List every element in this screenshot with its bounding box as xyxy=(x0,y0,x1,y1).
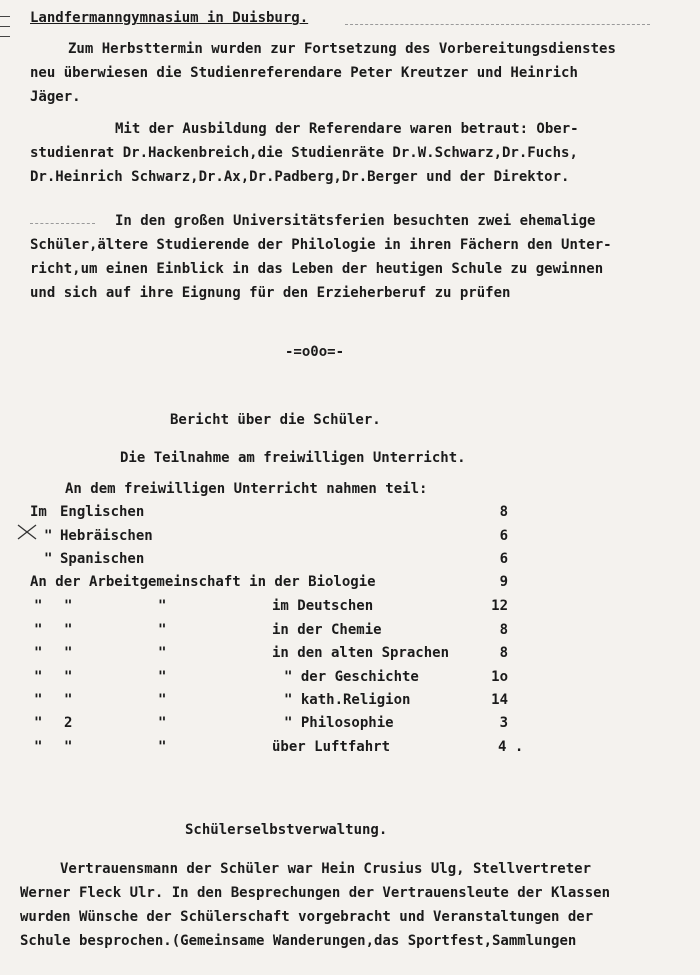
table-row-7-col1: " xyxy=(34,645,43,661)
table-row-11-col1: " xyxy=(34,739,43,755)
table-row-8-col3: " xyxy=(158,669,167,685)
document-heading: Landfermanngymnasium in Duisburg. xyxy=(30,10,309,26)
table-row-11-col3: " xyxy=(158,739,167,755)
table-row-6-col2: " xyxy=(64,622,73,638)
section-title: Bericht über die Schüler. xyxy=(170,412,381,428)
table-row-2-col1: " xyxy=(44,528,53,544)
section2-title: Schülerselbstverwaltung. xyxy=(185,822,388,838)
table-row-9-col3: " xyxy=(158,692,167,708)
subsection-title: Die Teilnahme am freiwilligen Unterricht. xyxy=(120,450,466,466)
table-row-8-num: 1o xyxy=(491,669,508,685)
para4-line4: Schule besprochen.(Gemeinsame Wanderungen,das Sportfest,Sammlungen xyxy=(20,933,577,949)
table-row-11-col4: über Luftfahrt xyxy=(272,739,391,755)
table-row-5-col2: " xyxy=(64,598,73,614)
table-row-10-num: 3 xyxy=(499,715,508,731)
table-row-6-num: 8 xyxy=(499,622,508,638)
table-row-10-col4: " Philosophie xyxy=(284,715,394,731)
table-row-7-col3: " xyxy=(158,645,167,661)
table-row-5-col1: " xyxy=(34,598,43,614)
table-row-9-num: 14 xyxy=(491,692,508,708)
table-row-6-col4: in der Chemie xyxy=(272,622,382,638)
handwritten-cross-mark xyxy=(16,523,38,541)
margin-tick-marks xyxy=(0,16,10,38)
table-row-2-num: 6 xyxy=(499,528,508,544)
para1-line3: Jäger. xyxy=(30,89,81,105)
para1-line2: neu überwiesen die Studienreferendare Peter Kreutzer und Heinrich xyxy=(30,65,578,81)
table-row-3-col1: " xyxy=(44,551,53,567)
table-row-7-col2: " xyxy=(64,645,73,661)
table-row-10-col3: " xyxy=(158,715,167,731)
para3-lead-rule xyxy=(30,223,95,224)
para2-line2: studienrat Dr.Hackenbreich,die Studienräte Dr.W.Schwarz,Dr.Fuchs, xyxy=(30,145,578,161)
para3-line3: richt,um einen Einblick in das Leben der heutigen Schule zu gewinnen xyxy=(30,261,604,277)
table-row-1-col4: Englischen xyxy=(60,504,145,520)
table-row-8-col1: " xyxy=(34,669,43,685)
para3-line2: Schüler,ältere Studierende der Philologie in ihren Fächern den Unter- xyxy=(30,237,612,253)
table-row-5-col4: im Deutschen xyxy=(272,598,374,614)
table-row-9-col1: " xyxy=(34,692,43,708)
table-row-7-col4: in den alten Sprachen xyxy=(272,645,450,661)
table-row-6-col3: " xyxy=(158,622,167,638)
table-row-4-col1: An der Arbeitgemeinschaft in der Biologie xyxy=(30,574,376,590)
table-row-11-num: 4 . xyxy=(498,739,524,755)
table-row-2-col4: Hebräischen xyxy=(60,528,153,544)
table-row-11-col2: " xyxy=(64,739,73,755)
table-row-1-col1: Im xyxy=(30,504,47,520)
para1-line1: Zum Herbsttermin wurden zur Fortsetzung des Vorbereitungsdienstes xyxy=(68,41,616,57)
para2-line1: Mit der Ausbildung der Referendare waren betraut: Ober- xyxy=(115,121,579,137)
heading-dotted-rule xyxy=(345,24,650,25)
table-row-3-col4: Spanischen xyxy=(60,551,145,567)
table-row-10-col1: " xyxy=(34,715,43,731)
table-row-8-col2: " xyxy=(64,669,73,685)
table-row-5-col3: " xyxy=(158,598,167,614)
para4-line2: Werner Fleck Ulr. In den Besprechungen der Vertrauensleute der Klassen xyxy=(20,885,611,901)
section-separator: -=o0o=- xyxy=(285,344,345,360)
table-row-1-num: 8 xyxy=(499,504,508,520)
table-row-9-col4: " kath.Religion xyxy=(284,692,411,708)
table-row-7-num: 8 xyxy=(499,645,508,661)
table-row-3-num: 6 xyxy=(499,551,508,567)
table-row-5-num: 12 xyxy=(491,598,508,614)
table-row-8-col4: " der Geschichte xyxy=(284,669,419,685)
para4-line3: wurden Wünsche der Schülerschaft vorgebracht und Veranstaltungen der xyxy=(20,909,594,925)
table-row-6-col1: " xyxy=(34,622,43,638)
para2-line3: Dr.Heinrich Schwarz,Dr.Ax,Dr.Padberg,Dr.Berger und der Direktor. xyxy=(30,169,570,185)
table-row-4-num: 9 xyxy=(499,574,508,590)
table-row-10-col2: 2 xyxy=(64,715,73,731)
table-row-9-col2: " xyxy=(64,692,73,708)
para3-line1: In den großen Universitätsferien besuchten zwei ehemalige xyxy=(115,213,596,229)
para4-line1: Vertrauensmann der Schüler war Hein Crusius Ulg, Stellvertreter xyxy=(60,861,592,877)
para3-line4: und sich auf ihre Eignung für den Erzieherberuf zu prüfen xyxy=(30,285,511,301)
table-intro: An dem freiwilligen Unterricht nahmen teil: xyxy=(65,481,428,497)
